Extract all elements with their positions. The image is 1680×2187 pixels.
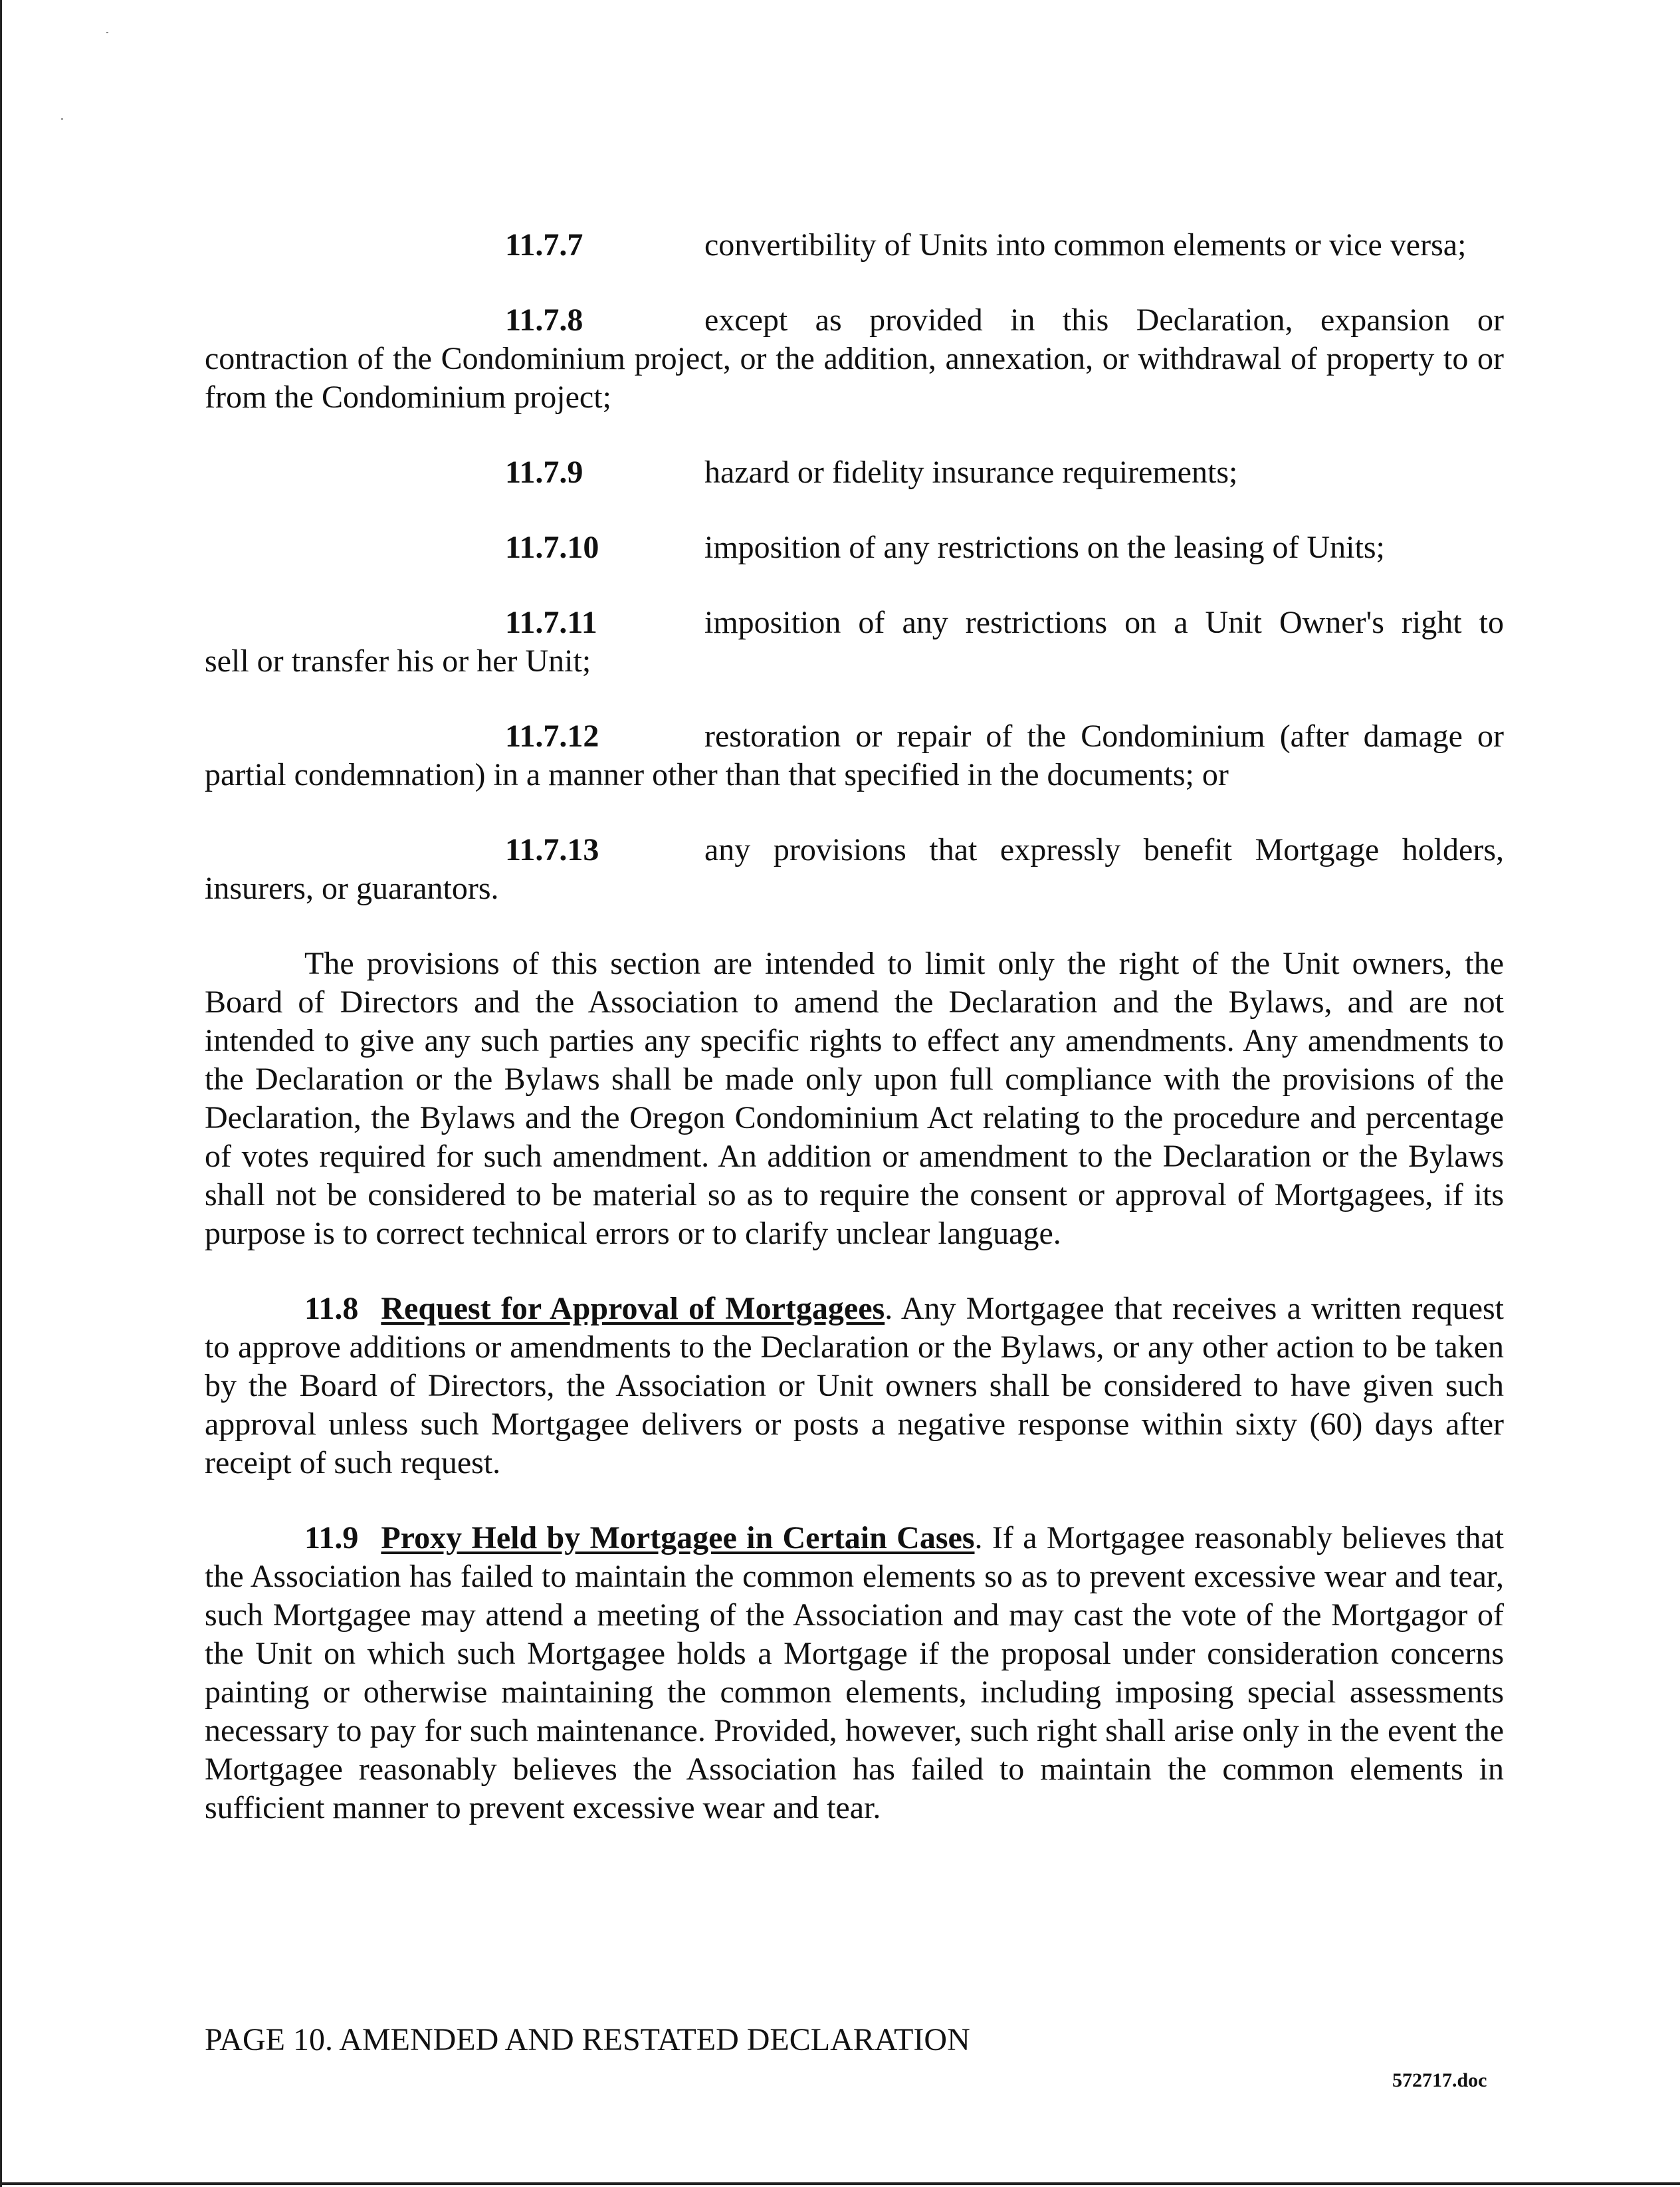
section-body: . Any Mortgagee that receives a written request to approve additions or amendments to the Declaration or the Bylaws, or any other action to be taken by the Board of Directors, the Association or Unit owners shall be considered to have given such approval unless such Mortgagee delivers or posts a negative response within sixty (60) days after receipt of such request. bbox=[205, 1291, 1505, 1480]
scan-speck bbox=[61, 118, 63, 120]
list-item-11-7-8 bbox=[205, 301, 1504, 417]
list-item-11-7-9 bbox=[205, 453, 1504, 492]
item-text: restoration or repair of the Condominium (after damage or bbox=[704, 719, 1504, 754]
list-item-11-7-7 bbox=[205, 226, 1504, 265]
list-item-11-7-10 bbox=[205, 528, 1504, 567]
item-continuation: insurers, or guarantors. bbox=[205, 871, 499, 906]
list-item-11-7-12 bbox=[205, 717, 1504, 794]
page-edge-bottom bbox=[0, 2182, 1680, 2185]
item-text: imposition of any restrictions on the leasing of Units; bbox=[704, 530, 1385, 565]
section-11-8 bbox=[205, 1290, 1504, 1482]
item-text: any provisions that expressly benefit Mortgage holders, bbox=[704, 832, 1504, 867]
item-number: 11.7.8 bbox=[505, 302, 583, 338]
item-text: convertibility of Units into common elements or vice versa; bbox=[704, 227, 1467, 263]
item-number: 11.7.13 bbox=[505, 832, 599, 867]
list-item-11-7-13 bbox=[205, 831, 1504, 908]
page-edge-left bbox=[0, 0, 2, 2187]
item-number: 11.7.12 bbox=[505, 719, 599, 754]
page-footer: PAGE 10. AMENDED AND RESTATED DECLARATION bbox=[205, 2022, 970, 2057]
item-continuation: sell or transfer his or her Unit; bbox=[205, 643, 591, 679]
item-number: 11.7.9 bbox=[505, 455, 583, 490]
section-11-9 bbox=[205, 1519, 1504, 1827]
section-body: . If a Mortgagee reasonably believes that the Association has failed to maintain the common elements so as to prevent excessive wear and tear, such Mortgagee may attend a meeting of the Association and may cast the vote of the Mortgagor of the Unit on which such Mortgagee holds a Mortgage if the proposal under consideration concerns painting or otherwise maintaining the common elements, including imposing special assessments necessary to pay for such maintenance. Provided, however, such right shall arise only in the event the Mortgagee reasonably believes the Association has failed to maintain the common elements in sufficient manner to prevent excessive wear and tear. bbox=[205, 1520, 1504, 1825]
item-continuation: partial condemnation) in a manner other than that specified in the documents; or bbox=[205, 757, 1229, 792]
item-text: except as provided in this Declaration, expansion or bbox=[704, 302, 1504, 338]
section-title: Proxy Held by Mortgagee in Certain Cases bbox=[381, 1520, 975, 1555]
item-number: 11.7.11 bbox=[505, 605, 597, 640]
section-number: 11.8 bbox=[304, 1291, 359, 1326]
document-id: 572717.doc bbox=[1392, 2069, 1487, 2091]
item-text: imposition of any restrictions on a Unit Owner's right to bbox=[704, 605, 1504, 640]
section-title: Request for Approval of Mortgagees bbox=[381, 1291, 885, 1326]
item-number: 11.7.7 bbox=[505, 227, 583, 263]
item-number: 11.7.10 bbox=[505, 530, 599, 565]
document-body bbox=[205, 226, 1504, 1864]
section-number: 11.9 bbox=[304, 1520, 359, 1555]
item-text: hazard or fidelity insurance requirements; bbox=[704, 455, 1238, 490]
scan-speck bbox=[106, 32, 108, 33]
item-continuation: contraction of the Condominium project, or the addition, annexation, or withdrawal of property to or from the Condominium project; bbox=[205, 341, 1504, 415]
list-item-11-7-11 bbox=[205, 604, 1504, 681]
closing-paragraph: The provisions of this section are intended to limit only the right of the Unit owners, the Board of Directors and the Association to amend the Declaration and the Bylaws, and are not intended to give any such parties any specific rights to effect any amendments. Any amendments to the Declaration or the Bylaws shall be made only upon full compliance with the provisions of the Declaration, the Bylaws and the Oregon Condominium Act relating to the procedure and percentage of votes required for such amendment. An addition or amendment to the Declaration or the Bylaws shall not be considered to be material so as to require the consent or approval of Mortgagees, if its purpose is to correct technical errors or to clarify unclear language. bbox=[205, 946, 1504, 1251]
